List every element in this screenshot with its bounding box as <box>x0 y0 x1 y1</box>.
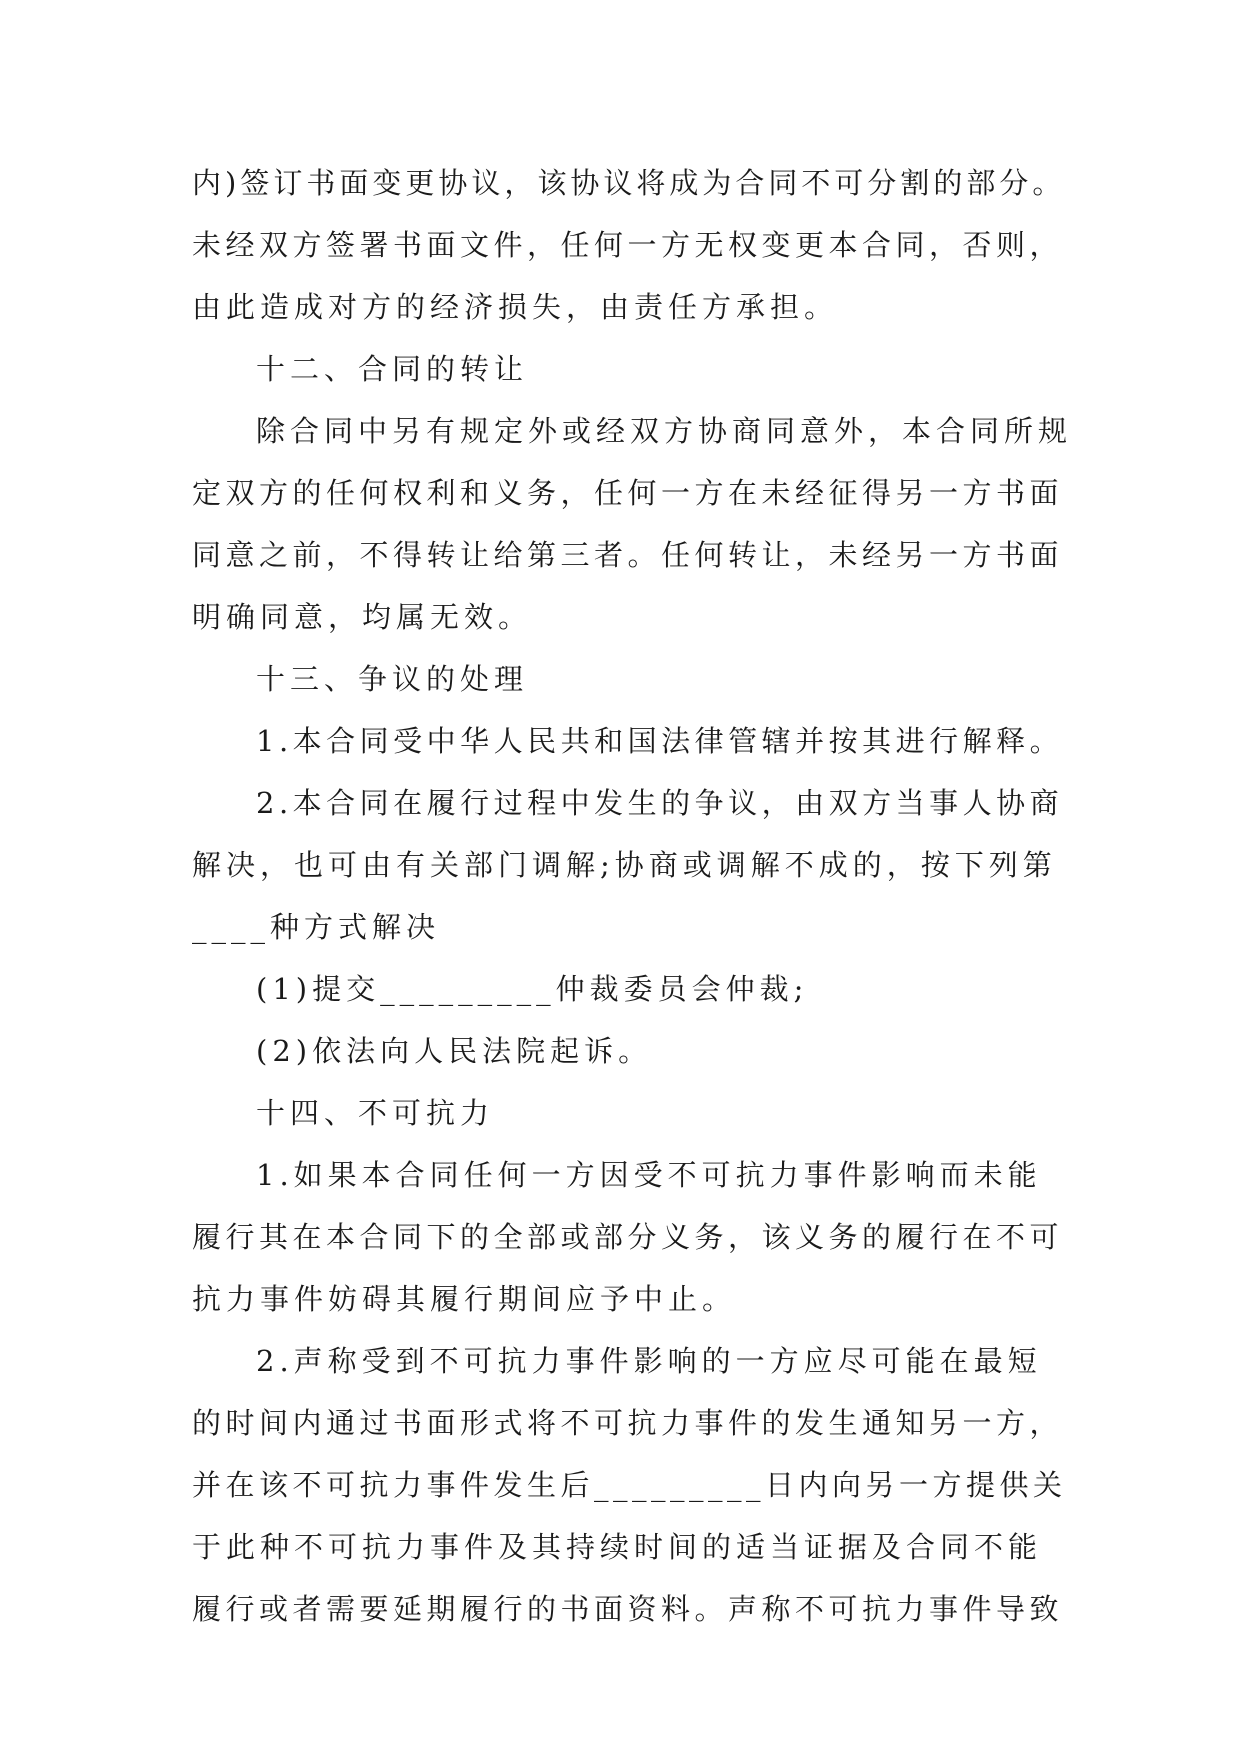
text-line: 抗力事件妨碍其履行期间应予中止。 <box>192 1282 737 1316</box>
text-line: 的时间内通过书面形式将不可抗力事件的发生通知另一方， <box>192 1406 1064 1440</box>
text-line: 明确同意，均属无效。 <box>192 600 533 634</box>
text-line: (2)依法向人民法院起诉。 <box>256 1034 653 1068</box>
text-line: 解决，也可由有关部门调解;协商或调解不成的，按下列第 <box>192 848 1057 882</box>
text-line: 同意之前，不得转让给第三者。任何转让，未经另一方书面 <box>192 538 1064 572</box>
text-line: 履行其在本合同下的全部或部分义务，该义务的履行在不可 <box>192 1220 1064 1254</box>
text-line: 1.本合同受中华人民共和国法律管辖并按其进行解释。 <box>256 724 1064 758</box>
text-line: 十二、合同的转让 <box>256 352 529 386</box>
text-line: 并在该不可抗力事件发生后_________日内向另一方提供关 <box>192 1468 1067 1502</box>
text-line: 1.如果本合同任何一方因受不可抗力事件影响而未能 <box>256 1158 1042 1192</box>
text-line: 履行或者需要延期履行的书面资料。声称不可抗力事件导致 <box>192 1592 1064 1626</box>
text-line: 除合同中另有规定外或经双方协商同意外，本合同所规 <box>256 414 1073 448</box>
text-line: 定双方的任何权利和义务，任何一方在未经征得另一方书面 <box>192 476 1064 510</box>
text-line: 2.声称受到不可抗力事件影响的一方应尽可能在最短 <box>256 1344 1042 1378</box>
text-line: 十四、不可抗力 <box>256 1096 495 1130</box>
text-line: 由此造成对方的经济损失，由责任方承担。 <box>192 290 839 324</box>
text-line: 2.本合同在履行过程中发生的争议，由双方当事人协商 <box>256 786 1064 820</box>
text-line: 于此种不可抗力事件及其持续时间的适当证据及合同不能 <box>192 1530 1043 1564</box>
text-line: (1)提交_________仲裁委员会仲裁; <box>256 972 809 1006</box>
text-line: 十三、争议的处理 <box>256 662 529 696</box>
contract-text-body <box>192 152 1072 1640</box>
text-line: ____种方式解决 <box>192 910 441 944</box>
text-line: 未经双方签署书面文件，任何一方无权变更本合同，否则， <box>192 228 1064 262</box>
text-line: 内)签订书面变更协议，该协议将成为合同不可分割的部分。 <box>192 166 1066 200</box>
